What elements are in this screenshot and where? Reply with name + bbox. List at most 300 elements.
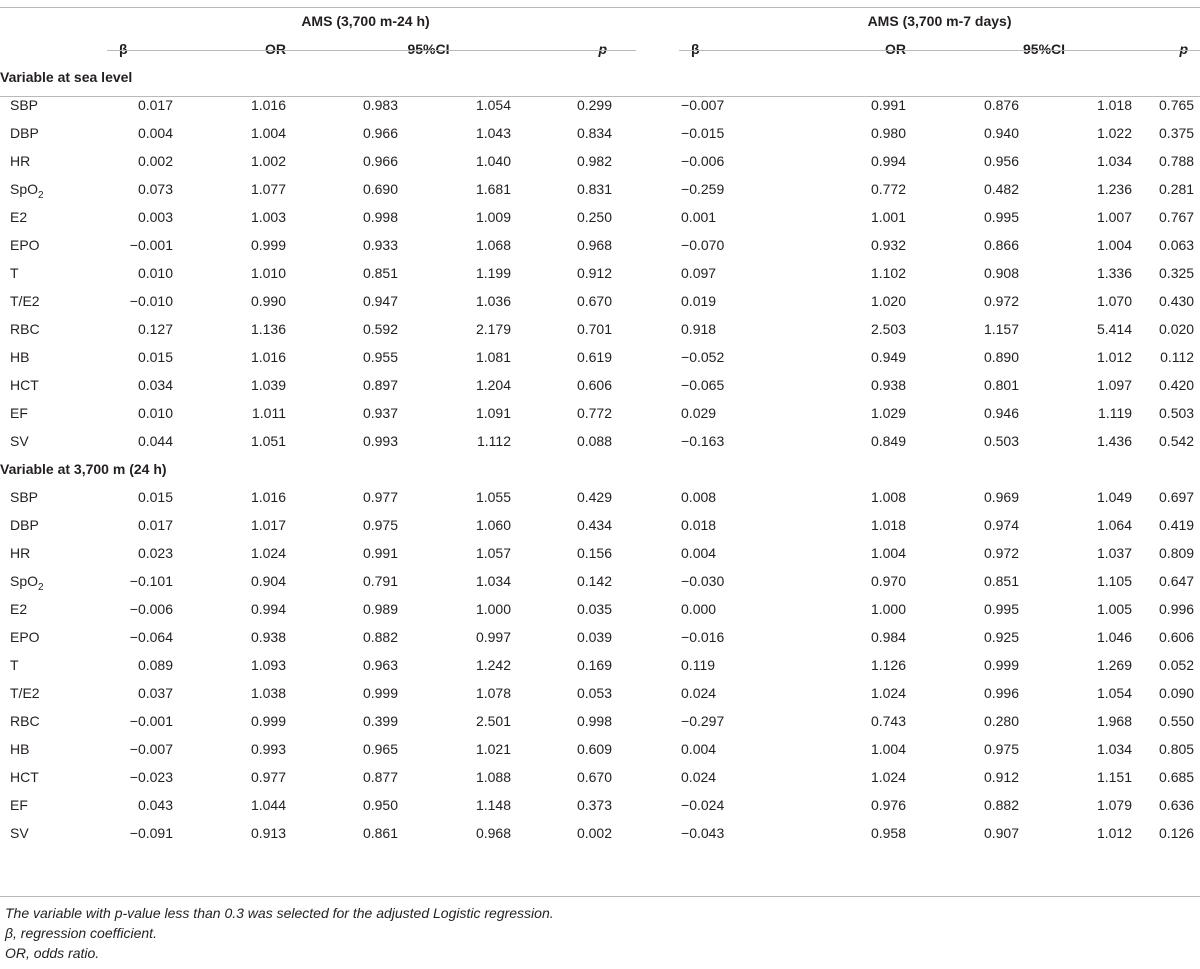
cell-ci-upper-24h: 1.054 (475, 97, 511, 113)
variable-label: HB (10, 349, 30, 365)
cell-ci-lower-24h: 0.999 (362, 685, 398, 701)
cell-or-24h: 1.002 (250, 153, 286, 169)
cell-p-value-7days: 0.765 (1159, 97, 1195, 113)
cell-ci-lower-24h: 0.965 (362, 741, 398, 757)
col-header-beta: β (119, 41, 128, 57)
regression-table (0, 7, 1200, 847)
cell-ci-lower-7days: 0.969 (983, 489, 1020, 505)
cell-p-value-7days: 0.805 (1159, 741, 1195, 757)
variable-name (0, 287, 107, 315)
cell-or-7days: 0.970 (870, 573, 907, 589)
cell-ci-upper-24h: 0.997 (475, 629, 511, 645)
section-title: Variable at 3,700 m (24 h) (0, 461, 167, 477)
cell-ci-lower-24h: 0.861 (362, 825, 398, 841)
cell-ci-upper-7days: 1.269 (1096, 657, 1133, 673)
cell-ci-lower-7days: 0.851 (983, 573, 1020, 589)
cell-ci-upper-24h: 1.078 (475, 685, 511, 701)
variable-label: EF (10, 797, 28, 813)
cell-or-7days: 0.980 (870, 125, 907, 141)
variable-label: T/E2 (10, 685, 40, 701)
cell-p-value-24h: 0.609 (576, 741, 613, 757)
cell-beta-7days: 0.024 (681, 769, 717, 785)
cell-ci-lower-24h: 0.977 (362, 489, 398, 505)
cell-p-value-24h: 0.912 (576, 265, 613, 281)
cell-beta-24h: 0.002 (137, 153, 173, 169)
col-header-or-2: OR (885, 41, 907, 57)
cell-p-value-7days: 0.063 (1159, 237, 1195, 253)
cell-beta-7days: 0.029 (681, 405, 717, 421)
table-row (0, 595, 1200, 623)
cell-ci-lower-24h: 0.993 (362, 433, 398, 449)
variable-name (0, 791, 107, 819)
cell-or-7days: 0.849 (870, 433, 907, 449)
cell-ci-lower-7days: 0.876 (983, 97, 1020, 113)
variable-name (0, 539, 107, 567)
table-row (0, 287, 1200, 315)
cell-beta-24h: 0.010 (137, 265, 173, 281)
cell-beta-24h: 0.015 (137, 349, 173, 365)
variable-subscript: 2 (38, 581, 44, 593)
variable-name (0, 763, 107, 791)
cell-beta-7days: −0.065 (681, 377, 725, 393)
variable-label: E2 (10, 209, 28, 225)
cell-ci-upper-7days: 1.105 (1096, 573, 1133, 589)
cell-or-24h: 1.038 (250, 685, 286, 701)
cell-ci-upper-24h: 1.055 (475, 489, 511, 505)
cell-p-value-24h: 0.701 (576, 321, 613, 337)
variable-name (0, 259, 107, 287)
cell-beta-24h: −0.064 (129, 629, 173, 645)
variable-name (0, 147, 107, 175)
cell-or-7days: 1.020 (870, 293, 907, 309)
table-row (0, 623, 1200, 651)
cell-p-value-24h: 0.831 (576, 181, 613, 197)
table-row (0, 315, 1200, 343)
cell-or-24h: 1.039 (250, 377, 286, 393)
cell-ci-lower-24h: 0.989 (362, 601, 398, 617)
cell-ci-lower-7days: 0.801 (983, 377, 1020, 393)
rule-header (0, 96, 1200, 97)
cell-or-24h: 1.024 (250, 545, 286, 561)
cell-p-value-24h: 0.772 (576, 405, 613, 421)
cell-ci-lower-24h: 0.933 (362, 237, 398, 253)
cell-ci-lower-7days: 0.974 (983, 517, 1020, 533)
cell-ci-upper-7days: 1.119 (1098, 405, 1133, 421)
cell-beta-24h: 0.017 (137, 97, 173, 113)
cell-beta-7days: 0.119 (681, 657, 716, 673)
cell-ci-lower-7days: 0.890 (983, 349, 1020, 365)
cell-ci-upper-7days: 1.151 (1096, 769, 1133, 785)
cell-beta-7days: 0.018 (681, 517, 717, 533)
cell-ci-upper-7days: 1.037 (1096, 545, 1133, 561)
cell-ci-upper-24h: 1.112 (477, 433, 511, 449)
cell-ci-upper-7days: 1.022 (1096, 125, 1133, 141)
variable-name (0, 399, 107, 427)
cell-ci-upper-7days: 1.018 (1096, 97, 1133, 113)
variable-label: SV (10, 825, 29, 841)
cell-ci-lower-24h: 0.966 (362, 153, 398, 169)
group-header-row (0, 7, 1200, 35)
cell-p-value-7days: 0.020 (1159, 321, 1195, 337)
cell-ci-upper-24h: 1.040 (475, 153, 511, 169)
cell-beta-7days: 0.008 (681, 489, 717, 505)
cell-or-24h: 1.016 (250, 349, 286, 365)
cell-ci-upper-7days: 1.007 (1096, 209, 1133, 225)
section-title: Variable at sea level (0, 69, 133, 85)
cell-or-24h: 1.010 (250, 265, 286, 281)
table-row (0, 483, 1200, 511)
cell-p-value-7days: 0.550 (1159, 713, 1195, 729)
cell-ci-lower-24h: 0.983 (362, 97, 398, 113)
cell-ci-upper-7days: 1.054 (1096, 685, 1133, 701)
variable-label: EPO (10, 237, 40, 253)
cell-p-value-7days: 0.090 (1159, 685, 1195, 701)
variable-name (0, 119, 107, 147)
variable-name (0, 623, 107, 651)
cell-p-value-24h: 0.053 (576, 685, 613, 701)
cell-or-7days: 0.743 (870, 713, 907, 729)
table-row (0, 539, 1200, 567)
table-row (0, 819, 1200, 847)
cell-ci-lower-24h: 0.690 (362, 181, 398, 197)
cell-p-value-7days: 0.325 (1159, 265, 1195, 281)
cell-ci-upper-24h: 1.009 (475, 209, 511, 225)
cell-p-value-7days: 0.647 (1159, 573, 1195, 589)
cell-p-value-24h: 0.670 (576, 769, 613, 785)
variable-name (0, 595, 107, 623)
cell-ci-upper-24h: 2.179 (475, 321, 511, 337)
cell-beta-24h: −0.023 (129, 769, 173, 785)
cell-ci-lower-24h: 0.399 (362, 713, 398, 729)
cell-ci-upper-7days: 1.968 (1096, 713, 1133, 729)
cell-p-value-24h: 0.142 (576, 573, 613, 589)
cell-ci-upper-24h: 1.148 (475, 797, 511, 813)
variable-label: SpO (10, 573, 39, 589)
cell-ci-upper-7days: 1.064 (1096, 517, 1133, 533)
cell-p-value-7days: 0.809 (1159, 545, 1195, 561)
cell-ci-upper-7days: 1.336 (1096, 265, 1133, 281)
table-row (0, 763, 1200, 791)
cell-ci-upper-24h: 2.501 (475, 713, 511, 729)
cell-ci-upper-7days: 1.012 (1096, 349, 1133, 365)
cell-beta-24h: 0.023 (137, 545, 173, 561)
cell-or-24h: 1.093 (250, 657, 286, 673)
cell-ci-lower-24h: 0.851 (362, 265, 398, 281)
cell-ci-lower-24h: 0.955 (362, 349, 398, 365)
cell-beta-7days: −0.006 (681, 153, 725, 169)
cell-ci-lower-7days: 1.157 (983, 321, 1020, 337)
cell-ci-upper-24h: 1.199 (475, 265, 511, 281)
cell-or-7days: 0.991 (870, 97, 907, 113)
cell-ci-lower-24h: 0.937 (362, 405, 398, 421)
variable-label: SBP (10, 97, 39, 113)
cell-ci-upper-7days: 1.005 (1096, 601, 1133, 617)
cell-ci-lower-24h: 0.950 (362, 797, 398, 813)
variable-name (0, 371, 107, 399)
cell-p-value-24h: 0.982 (576, 153, 613, 169)
cell-ci-upper-7days: 1.236 (1096, 181, 1133, 197)
rule-group-7days (679, 50, 1200, 51)
cell-ci-lower-7days: 0.280 (983, 713, 1020, 729)
cell-p-value-7days: 0.052 (1159, 657, 1195, 673)
variable-name (0, 651, 107, 679)
col-header-ci-2: 95%CI (1023, 41, 1066, 57)
cell-beta-24h: 0.043 (137, 797, 173, 813)
cell-ci-upper-7days: 1.079 (1096, 797, 1133, 813)
cell-p-value-7days: 0.126 (1159, 825, 1195, 841)
cell-or-7days: 0.772 (870, 181, 907, 197)
cell-ci-lower-24h: 0.882 (362, 629, 398, 645)
cell-beta-24h: 0.089 (137, 657, 173, 673)
cell-p-value-24h: 0.299 (576, 97, 613, 113)
cell-ci-upper-7days: 1.034 (1096, 153, 1133, 169)
cell-beta-24h: −0.010 (129, 293, 173, 309)
variable-label: EF (10, 405, 28, 421)
variable-label: E2 (10, 601, 28, 617)
cell-p-value-24h: 0.088 (576, 433, 613, 449)
cell-beta-7days: 0.001 (681, 209, 717, 225)
cell-p-value-7days: 0.606 (1159, 629, 1195, 645)
cell-beta-7days: −0.007 (681, 97, 725, 113)
cell-or-24h: 0.913 (250, 825, 286, 841)
cell-ci-lower-7days: 0.972 (983, 545, 1020, 561)
variable-label: EPO (10, 629, 40, 645)
cell-ci-lower-7days: 0.503 (983, 433, 1020, 449)
table-row (0, 399, 1200, 427)
cell-or-7days: 1.024 (870, 769, 907, 785)
cell-or-7days: 0.932 (870, 237, 907, 253)
col-header-or: OR (265, 41, 286, 57)
column-header-row (0, 35, 1200, 63)
table-row (0, 567, 1200, 595)
cell-p-value-24h: 0.606 (576, 377, 613, 393)
table-row (0, 427, 1200, 455)
rule-top (0, 7, 1200, 8)
cell-or-24h: 0.999 (250, 237, 286, 253)
cell-beta-7days: −0.052 (681, 349, 725, 365)
cell-p-value-7days: 0.375 (1159, 125, 1195, 141)
cell-ci-upper-7days: 1.012 (1096, 825, 1133, 841)
cell-or-7days: 1.024 (870, 685, 907, 701)
variable-name (0, 315, 107, 343)
cell-ci-upper-24h: 1.081 (475, 349, 511, 365)
table-row (0, 735, 1200, 763)
cell-p-value-24h: 0.156 (576, 545, 613, 561)
cell-or-7days: 0.984 (870, 629, 907, 645)
variable-label: T (10, 657, 19, 673)
cell-ci-lower-7days: 0.946 (983, 405, 1020, 421)
variable-label: HCT (10, 377, 39, 393)
cell-or-7days: 1.004 (870, 741, 907, 757)
variable-name (0, 707, 107, 735)
cell-ci-upper-7days: 1.049 (1096, 489, 1133, 505)
cell-ci-lower-24h: 0.897 (362, 377, 398, 393)
cell-beta-7days: −0.015 (681, 125, 725, 141)
cell-beta-24h: 0.127 (137, 321, 173, 337)
cell-beta-7days: 0.000 (681, 601, 717, 617)
cell-ci-upper-24h: 1.060 (475, 517, 511, 533)
cell-beta-7days: −0.259 (681, 181, 725, 197)
table-row (0, 203, 1200, 231)
cell-p-value-24h: 0.002 (576, 825, 613, 841)
cell-beta-24h: 0.015 (137, 489, 173, 505)
cell-ci-lower-7days: 0.956 (983, 153, 1020, 169)
cell-ci-lower-7days: 0.995 (983, 209, 1020, 225)
table-row (0, 371, 1200, 399)
cell-beta-24h: −0.007 (129, 741, 173, 757)
table-row (0, 259, 1200, 287)
cell-p-value-24h: 0.670 (576, 293, 613, 309)
cell-beta-7days: 0.019 (681, 293, 717, 309)
cell-beta-24h: 0.003 (137, 209, 173, 225)
cell-or-24h: 1.011 (252, 405, 286, 421)
cell-ci-lower-24h: 0.975 (362, 517, 398, 533)
cell-p-value-24h: 0.434 (576, 517, 613, 533)
table-row (0, 679, 1200, 707)
variable-label: T/E2 (10, 293, 40, 309)
cell-or-7days: 1.018 (870, 517, 907, 533)
col-header-beta-2: β (691, 41, 700, 57)
cell-p-value-24h: 0.250 (576, 209, 613, 225)
table-row (0, 707, 1200, 735)
cell-beta-24h: −0.001 (129, 713, 173, 729)
cell-ci-upper-7days: 1.046 (1096, 629, 1133, 645)
cell-or-24h: 1.044 (250, 797, 286, 813)
cell-or-24h: 1.136 (250, 321, 286, 337)
cell-or-24h: 1.016 (250, 489, 286, 505)
cell-p-value-7days: 0.112 (1160, 349, 1195, 365)
variable-name (0, 819, 107, 847)
cell-or-24h: 0.977 (250, 769, 286, 785)
col-header-ci: 95%CI (407, 41, 450, 57)
cell-ci-upper-24h: 1.204 (475, 377, 511, 393)
variable-label: SpO (10, 181, 39, 197)
cell-or-7days: 0.938 (870, 377, 907, 393)
cell-beta-7days: 0.024 (681, 685, 717, 701)
cell-ci-upper-24h: 1.034 (475, 573, 511, 589)
cell-ci-lower-7days: 0.975 (983, 741, 1020, 757)
cell-beta-24h: −0.101 (129, 573, 173, 589)
cell-p-value-7days: 0.697 (1159, 489, 1195, 505)
cell-p-value-24h: 0.039 (576, 629, 613, 645)
cell-or-24h: 0.990 (250, 293, 286, 309)
cell-beta-7days: −0.030 (681, 573, 725, 589)
cell-ci-lower-24h: 0.998 (362, 209, 398, 225)
cell-ci-upper-24h: 1.681 (475, 181, 511, 197)
cell-or-24h: 1.004 (250, 125, 286, 141)
variable-name (0, 427, 107, 455)
cell-ci-upper-24h: 1.091 (475, 405, 511, 421)
footnote-selection: The variable with p-value less than 0.3 was selected for the adjusted Logistic regression. (5, 905, 554, 921)
cell-or-24h: 1.017 (250, 517, 286, 533)
variable-label: DBP (10, 517, 39, 533)
cell-or-7days: 1.008 (870, 489, 907, 505)
cell-ci-upper-7days: 1.034 (1096, 741, 1133, 757)
cell-ci-lower-7days: 0.925 (983, 629, 1020, 645)
cell-or-24h: 0.994 (250, 601, 286, 617)
variable-subscript: 2 (38, 189, 44, 201)
cell-ci-lower-7days: 0.482 (983, 181, 1020, 197)
cell-or-24h: 0.904 (250, 573, 286, 589)
cell-ci-lower-7days: 0.866 (983, 237, 1020, 253)
variable-name (0, 343, 107, 371)
variable-name (0, 483, 107, 511)
cell-or-7days: 2.503 (870, 321, 907, 337)
cell-beta-24h: −0.091 (129, 825, 173, 841)
table-body (0, 63, 1200, 847)
group-header-7days: AMS (3,700 m-7 days) (867, 13, 1012, 29)
cell-beta-24h: 0.073 (137, 181, 173, 197)
table-row (0, 651, 1200, 679)
cell-ci-lower-7days: 0.908 (983, 265, 1020, 281)
rule-bottom (0, 896, 1200, 897)
cell-p-value-24h: 0.834 (576, 125, 613, 141)
cell-p-value-24h: 0.619 (576, 349, 613, 365)
cell-or-24h: 0.938 (250, 629, 286, 645)
cell-ci-lower-7days: 0.972 (983, 293, 1020, 309)
variable-label: HCT (10, 769, 39, 785)
cell-or-7days: 0.994 (870, 153, 907, 169)
cell-beta-7days: −0.024 (681, 797, 725, 813)
rule-group-24h (107, 50, 636, 51)
cell-beta-7days: −0.163 (681, 433, 725, 449)
variable-name (0, 203, 107, 231)
col-header-p: p (598, 41, 608, 57)
cell-p-value-7days: 0.503 (1159, 405, 1195, 421)
corner-cell (0, 7, 107, 35)
section-header-row (0, 63, 1200, 91)
cell-ci-lower-24h: 0.947 (362, 293, 398, 309)
cell-ci-upper-7days: 1.070 (1096, 293, 1133, 309)
table-footnotes (5, 903, 554, 963)
table-row (0, 511, 1200, 539)
cell-beta-7days: 0.918 (681, 321, 717, 337)
cell-or-7days: 0.976 (870, 797, 907, 813)
section-header-row (0, 455, 1200, 483)
cell-or-7days: 1.001 (870, 209, 907, 225)
cell-ci-upper-24h: 1.088 (475, 769, 511, 785)
cell-beta-24h: −0.006 (129, 601, 173, 617)
variable-label: HB (10, 741, 30, 757)
cell-ci-upper-24h: 1.068 (475, 237, 511, 253)
cell-or-24h: 0.999 (250, 713, 286, 729)
cell-p-value-7days: 0.996 (1159, 601, 1195, 617)
cell-p-value-7days: 0.281 (1159, 181, 1195, 197)
cell-beta-7days: −0.043 (681, 825, 725, 841)
cell-ci-lower-7days: 0.995 (983, 601, 1020, 617)
variable-name (0, 567, 107, 595)
cell-beta-24h: 0.044 (137, 433, 173, 449)
cell-ci-lower-7days: 0.940 (983, 125, 1020, 141)
variable-label: SBP (10, 489, 39, 505)
cell-p-value-24h: 0.998 (576, 713, 613, 729)
variable-name (0, 735, 107, 763)
cell-beta-24h: 0.037 (137, 685, 173, 701)
variable-label: RBC (10, 713, 40, 729)
cell-ci-upper-7days: 1.436 (1096, 433, 1133, 449)
cell-or-24h: 1.051 (250, 433, 286, 449)
cell-ci-upper-24h: 1.057 (475, 545, 511, 561)
table-row (0, 175, 1200, 203)
cell-ci-upper-24h: 1.036 (475, 293, 511, 309)
cell-beta-24h: −0.001 (129, 237, 173, 253)
cell-or-7days: 1.000 (870, 601, 907, 617)
variable-label: RBC (10, 321, 40, 337)
cell-ci-upper-24h: 1.242 (475, 657, 511, 673)
cell-or-7days: 1.029 (870, 405, 907, 421)
cell-ci-lower-24h: 0.877 (362, 769, 398, 785)
cell-or-7days: 1.102 (870, 265, 907, 281)
